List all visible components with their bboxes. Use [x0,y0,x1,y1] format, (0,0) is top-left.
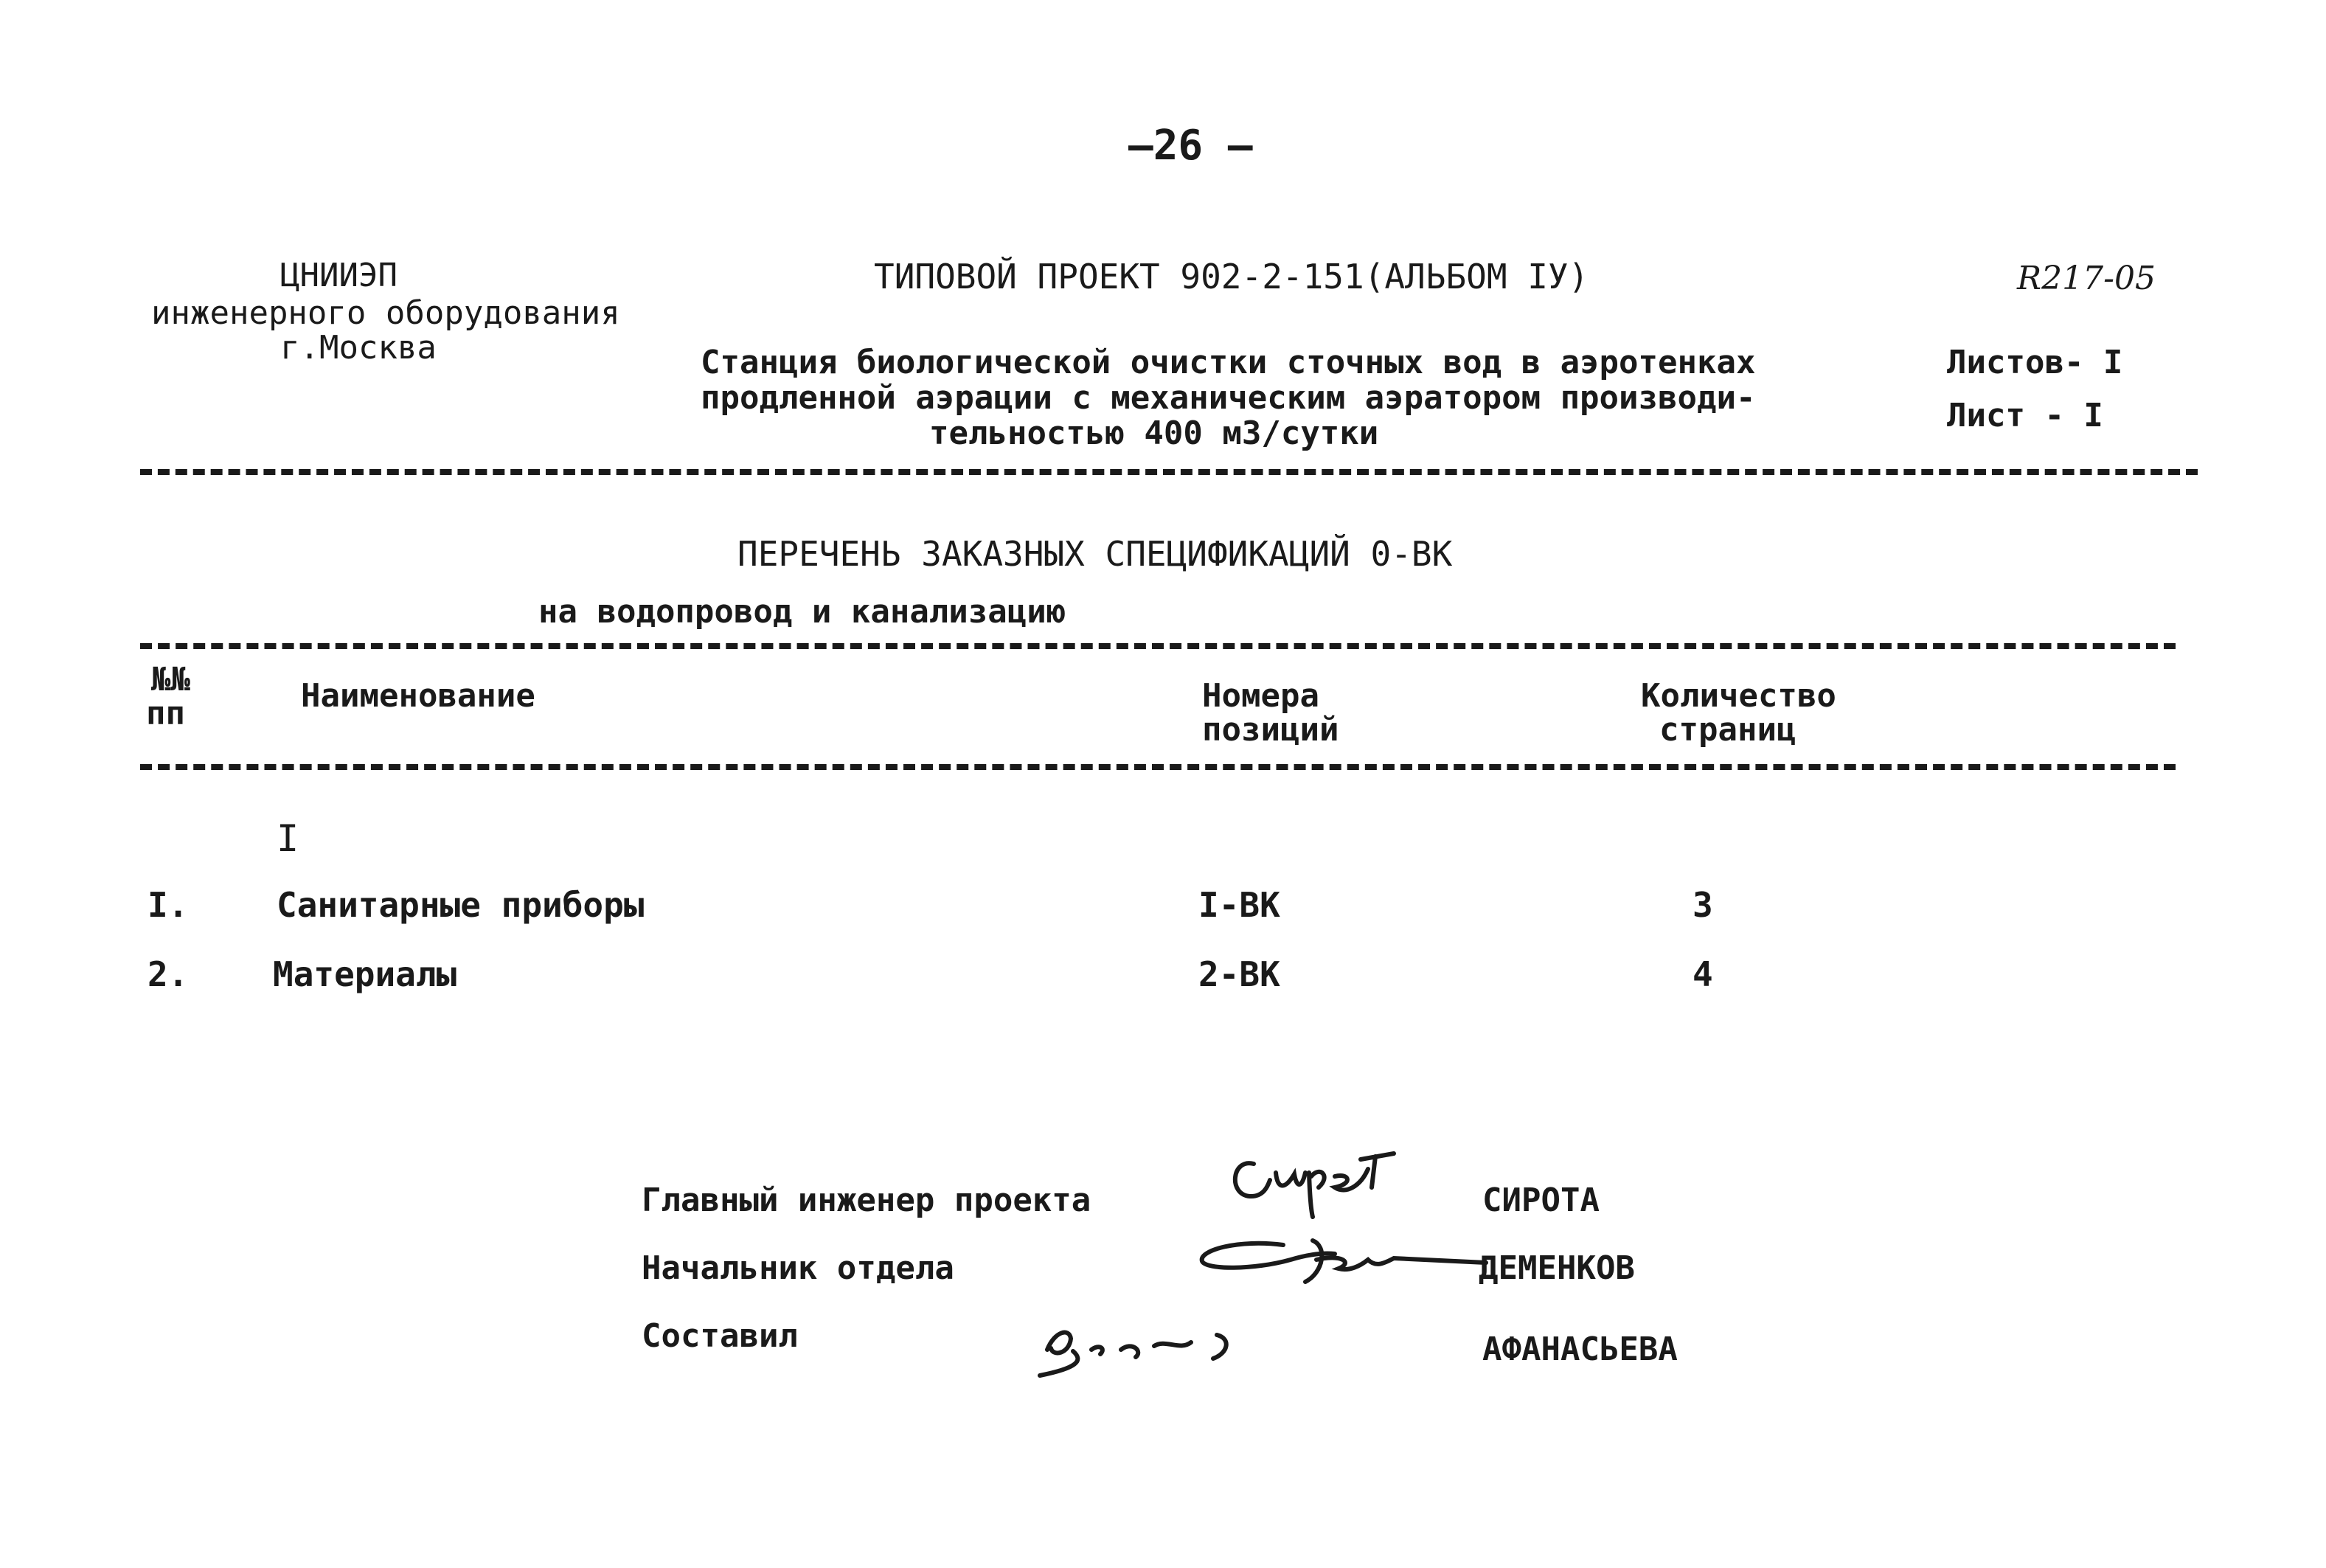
section-number: I [277,817,299,860]
col-header-num: №№ [151,661,190,698]
org-name: ЦНИИЭП [280,257,397,294]
document-subtitle: на водопровод и канализацию [538,593,1066,631]
table-header-rule [140,764,2176,770]
row-number: I. [147,885,189,925]
row-pages: 4 [1693,954,1713,994]
signature-name: СИРОТА [1482,1182,1600,1219]
table-top-rule [140,643,2176,649]
col-header-positions-line2: позиций [1202,711,1339,749]
row-pages: 3 [1693,885,1713,925]
signature-role: Главный инженер проекта [642,1182,1091,1219]
project-title: ТИПОВОЙ ПРОЕКТ 902-2-151(АЛЬБОМ IУ) [874,257,1589,296]
signature-name: АФАНАСЬЕВА [1482,1331,1678,1368]
signature-name: ДЕМЕНКОВ [1479,1249,1635,1287]
header-divider [140,469,2198,475]
row-positions: 2-ВК [1198,954,1280,994]
sheets-total: Листов- I [1947,344,2123,381]
org-city: г.Москва [280,329,437,367]
col-header-name: Наименование [301,677,535,715]
document-title: ПЕРЕЧЕНЬ ЗАКАЗНЫХ СПЕЦИФИКАЦИЙ 0-ВК [737,534,1453,574]
station-description-line1: Станция биологической очистки сточных вод в аэротенках [701,344,1756,381]
col-header-positions: Номера [1202,677,1319,715]
col-header-pages-line2: страниц [1659,711,1796,749]
signature-role: Начальник отдела [642,1249,954,1287]
row-positions: I-ВК [1198,885,1280,925]
handwritten-signature-demenkov [1195,1224,1490,1298]
handwritten-signature-sirota [1224,1143,1401,1224]
row-number: 2. [147,954,189,994]
station-description-line2: продленной аэрации с механическим аэратором производи- [701,379,1756,417]
station-description-line3: тельностью 400 м3/сутки [929,414,1379,452]
row-name: Санитарные приборы [277,885,645,925]
org-department: инженерного оборудования [151,294,620,332]
handwritten-code: R217-05 [2017,260,2156,297]
handwritten-signature-afanasyeva [1032,1305,1276,1387]
signature-role: Составил [642,1317,798,1355]
col-header-pages: Количество [1641,677,1836,715]
sheet-number: Лист - I [1947,397,2103,434]
page-number: —26 — [1128,122,1253,170]
col-header-num-line2: пп [146,695,185,732]
row-name: Материалы [273,954,457,994]
